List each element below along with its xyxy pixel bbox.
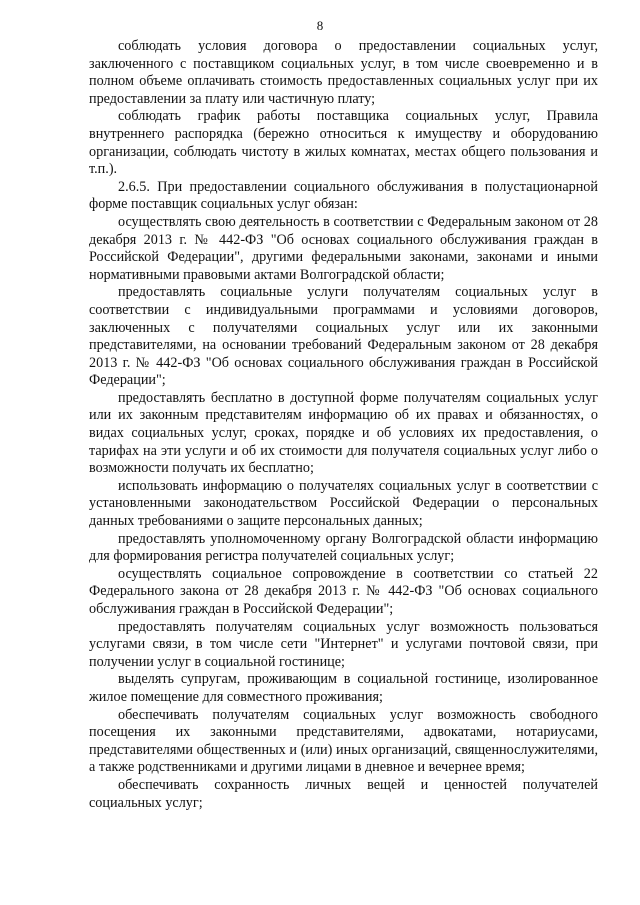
paragraph-free-information: предоставлять бесплатно в доступной форме получателям социальных услуг или их законным представителям информацию об их правах и обязанностях, о видах социальных услуг, сроках, порядке и об условиях их предоставления, о тарифах на эти услуги и об их стоимости для получателя социальных услуг либо о возможности получать их бесплатно; <box>89 389 598 477</box>
paragraph-free-visits: обеспечивать получателям социальных услуг возможность свободного посещения их законными представителями, адвокатами, нотариусами, представителями общественных и (или) иных организаций, священнослужителями, а также родственниками и другими лицами в дневное и вечернее время; <box>89 706 598 776</box>
paragraph-belongings-safety: обеспечивать сохранность личных вещей и ценностей получателей социальных услуг; <box>89 776 598 811</box>
paragraph-personal-data: использовать информацию о получателях социальных услуг в соответствии с установленными законодательством Российской Федерации о персональных данных требованиями о защите персональных данных; <box>89 477 598 530</box>
paragraph-section-2-6-5: 2.6.5. При предоставлении социального обслуживания в полустационарной форме поставщик социальных услуг обязан: <box>89 178 598 213</box>
document-body <box>89 38 598 812</box>
paragraph-communication-services: предоставлять получателям социальных услуг возможность пользоваться услугами связи, в том числе сети "Интернет" и услугами почтовой связи, при получении услуг в социальной гостинице; <box>89 618 598 670</box>
page-number: 8 <box>316 18 324 33</box>
paragraph-spouses-room: выделять супругам, проживающим в социальной гостинице, изолированное жилое помещение для совместного проживания; <box>89 671 598 705</box>
paragraph-contract-conditions: соблюдать условия договора о предоставлении социальных услуг, заключенного с поставщиком социальных услуг, в том числе своевременно и в полном объеме оплачивать стоимость предоставленных социальных услуг при их предоставлении за плату или частичную плату; <box>89 38 598 107</box>
paragraph-provide-services: предоставлять социальные услуги получателям социальных услуг в соответствии с индивидуальными программами и условиями договоров, заключенных с получателями социальных услуг или их законными представителями, на основании требований Федеральным законом от 28 декабря 2013 г. № 442-ФЗ "Об основах социального обслуживания граждан в Российской Федерации"; <box>89 284 598 389</box>
paragraph-registry-info: предоставлять уполномоченному органу Волгоградской области информацию для формирования регистра получателей социальных услуг; <box>89 530 598 565</box>
paragraph-activity-compliance: осуществлять свою деятельность в соответствии с Федеральным законом от 28 декабря 2013 г. № 442-ФЗ "Об основах социального обслуживания граждан в Российской Федерации", другими федеральными законами, законами и иными нормативными правовыми актами Волгоградской области; <box>89 213 598 283</box>
paragraph-work-schedule: соблюдать график работы поставщика социальных услуг, Правила внутреннего распорядка (бережно относиться к имуществу и оборудованию организации, соблюдать чистоту в жилых комнатах, местах общего пользования и т.п.). <box>89 108 598 178</box>
paragraph-social-support: осуществлять социальное сопровождение в соответствии со статьей 22 Федерального закона от 28 декабря 2013 г. № 442-ФЗ "Об основах социального обслуживания граждан в Российской Федерации"; <box>89 565 598 617</box>
